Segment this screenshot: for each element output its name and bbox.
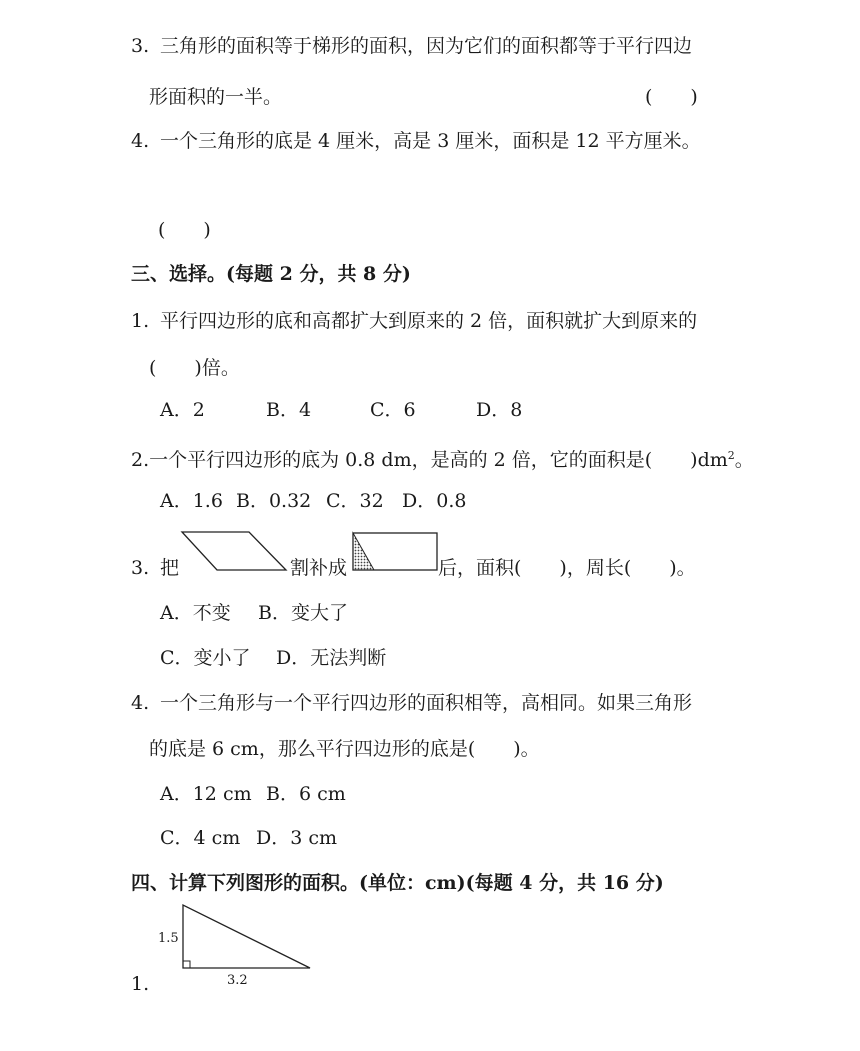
q3-3-number: 3. (131, 557, 150, 579)
q3-1-line2: ( )倍。 (149, 357, 240, 379)
parallelogram-figure (180, 529, 290, 573)
q3-4-line1: 一个三角形与一个平行四边形的面积相等，高相同。如果三角形 (160, 692, 693, 714)
q3-3-option-c[interactable]: C．变小了 (160, 647, 251, 669)
q2-4-text: 一个三角形的底是 4 厘米，高是 3 厘米，面积是 12 平方厘米。 (160, 130, 701, 152)
rectangle-with-shaded-triangle-figure (348, 531, 440, 573)
q3-2-text: 2.一个平行四边形的底为 0.8 dm，是高的 2 倍，它的面积是( )$dm^2$。 (131, 449, 754, 471)
q3-3-option-b[interactable]: B．变大了 (258, 602, 348, 624)
q3-1-option-a[interactable]: A．2 (160, 399, 205, 421)
q3-2-option-b[interactable]: B．0.32 (236, 490, 312, 512)
q3-1-option-d[interactable]: D．8 (476, 399, 523, 421)
q3-3-option-d[interactable]: D．无法判断 (276, 647, 387, 669)
q4-1-number: 1. (131, 973, 150, 995)
q2-3-answer-bracket[interactable]: ( ) (645, 86, 698, 108)
q3-3-pre: 把 (160, 557, 180, 579)
triangle-base-label: 3.2 (227, 973, 248, 988)
q3-2-option-d[interactable]: D．0.8 (402, 490, 467, 512)
q3-1-option-c[interactable]: C．6 (370, 399, 416, 421)
section-3-heading: 三、选择。(每题 2 分，共 8 分) (131, 263, 411, 285)
q3-2-option-c[interactable]: C．32 (326, 490, 384, 512)
q3-4-option-c[interactable]: C．4 cm (160, 827, 241, 849)
q3-3-post: 后，面积( )，周长( )。 (438, 557, 696, 579)
q2-4-answer-bracket[interactable]: ( ) (158, 219, 211, 241)
q3-4-number: 4. (131, 692, 150, 714)
q3-4-option-d[interactable]: D．3 cm (256, 827, 338, 849)
q3-4-line2: 的底是 6 cm，那么平行四边形的底是( )。 (149, 738, 540, 760)
q3-2-option-a[interactable]: A．1.6 (160, 490, 223, 512)
q3-3-mid: 割补成 (290, 557, 348, 579)
q2-4-number: 4. (131, 130, 150, 152)
section-4-heading: 四、计算下列图形的面积。(单位：cm)(每题 4 分，共 16 分) (131, 872, 664, 894)
q2-3-line2: 形面积的一半。 (149, 86, 283, 108)
q3-1-line1: 平行四边形的底和高都扩大到原来的 2 倍，面积就扩大到原来的 (160, 310, 698, 332)
q3-3-option-a[interactable]: A．不变 (160, 602, 231, 624)
q3-4-option-a[interactable]: A．12 cm (160, 783, 252, 805)
triangle-height-label: 1.5 (158, 931, 179, 946)
q3-1-option-b[interactable]: B．4 (266, 399, 312, 421)
q2-3-number: 3. (131, 35, 150, 57)
q3-1-number: 1. (131, 310, 150, 332)
q3-4-option-b[interactable]: B．6 cm (266, 783, 346, 805)
q2-3-line1: 三角形的面积等于梯形的面积，因为它们的面积都等于平行四边 (160, 35, 693, 57)
